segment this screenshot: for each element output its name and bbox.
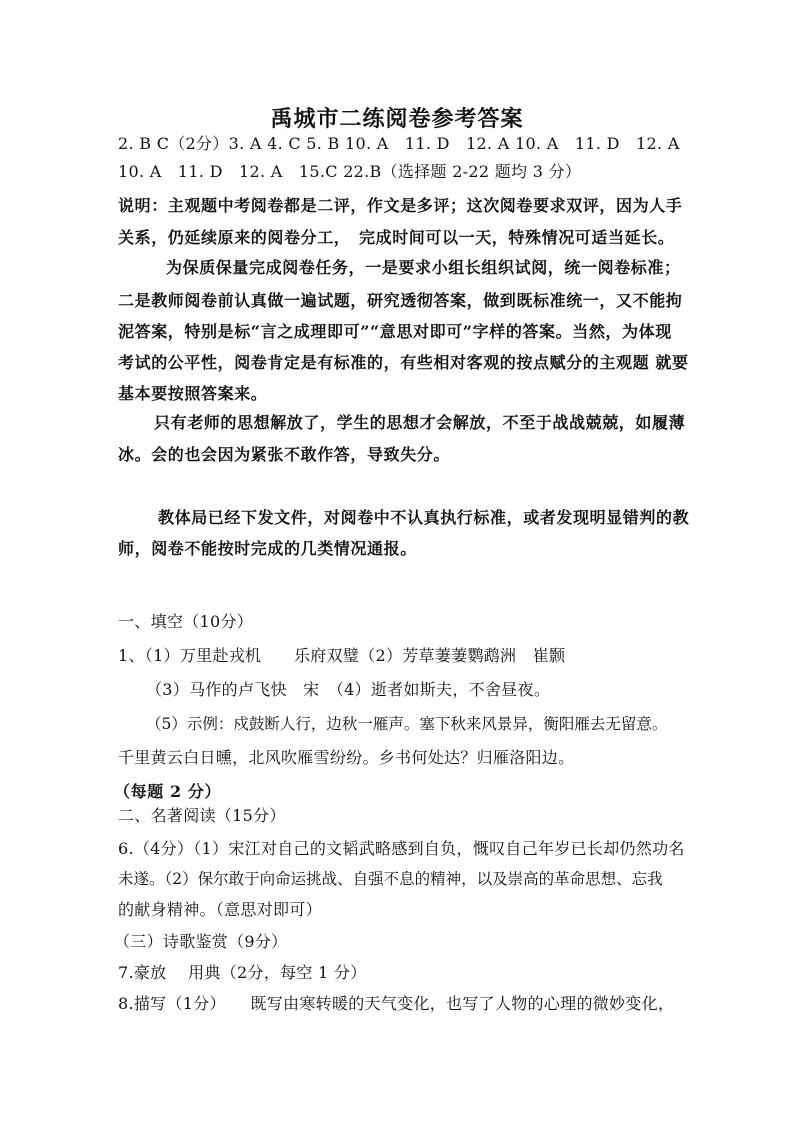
answer-line-6-3: 的献身精神。（意思对即可） [118, 900, 322, 919]
note-line-3: 为保质保量完成阅卷任务，一是要求小组长组织试阅，统一阅卷标准； [166, 258, 681, 277]
answer-line-choice-1: 2. B C（2分）3. A 4. C 5. B 10. A 11. D 12. A 10. A 11. D 12. A [118, 134, 680, 153]
note-line-6: 考试的公平性，阅卷肯定是有标准的，有些相对客观的按点赋分的主观题 就要 [118, 353, 689, 372]
answer-line-choice-2: 10. A 11. D 12. A 15.C 22.B（选择题 2-22 题均 3 分） [118, 162, 582, 181]
section-heading-poetry: （三）诗歌鉴赏（9分） [114, 932, 288, 951]
note-line-2: 关系，仍延续原来的阅卷分工， 完成时间可以一天，特殊情况可适当延长。 [118, 228, 675, 247]
note-line-1: 说明：主观题中考阅卷都是二评，作文是多评；这次阅卷要求双评，因为人手 [118, 196, 683, 215]
answer-line-6-2: 未遂。（2）保尔敢于向命运挑战、自强不息的精神，以及崇高的革命思想、忘我 [118, 870, 663, 888]
note-line-11: 师，阅卷不能按时完成的几类情况通报。 [118, 539, 417, 558]
score-note: （每题 2 分） [114, 782, 222, 801]
answer-line-7: 7.豪放 用典（2分，每空 1 分） [118, 963, 367, 982]
note-line-7: 基本要按照答案来。 [118, 384, 268, 403]
note-line-5: 泥答案，特别是标“言之成理即可”“意思对即可”字样的答案。当然，为体现 [118, 322, 672, 341]
note-line-8: 只有老师的思想解放了，学生的思想才会解放，不至于战战兢兢，如履薄 [154, 413, 686, 432]
note-line-9: 冰。会的也会因为紧张不敢作答，导致失分。 [118, 445, 451, 464]
answer-line-1-1: 1、（1）万里赴戎机 乐府双璧（2）芳草萋萋鹦鹉洲 崔颢 [118, 646, 566, 665]
note-line-10: 教体局已经下发文件，对阅卷中不认真执行标准，或者发现明显错判的教 [158, 508, 690, 527]
answer-line-1-5-cont: 千里黄云白日曛，北风吹雁雪纷纷。乡书何处达？归雁洛阳边。 [118, 748, 575, 767]
section-heading-classics: 二、名著阅读（15分） [118, 806, 286, 825]
answer-line-6-1: 6.（4分）（1）宋江对自己的文韬武略感到自负，慨叹自己年岁已长却仍然功名 [118, 839, 685, 858]
answer-line-1-3: （3）马作的卢飞快 宋 （4）逝者如斯夫，不舍昼夜。 [146, 680, 551, 699]
answer-line-8: 8.描写（1分） 既写由寒转暖的天气变化，也写了人物的心理的微妙变化， [118, 994, 675, 1013]
document-title: 禹城市二练阅卷参考答案 [270, 106, 524, 132]
answer-line-1-5: （5）示例：戍鼓断人行，边秋一雁声。塞下秋来风景异，衡阳雁去无留意。 [146, 715, 668, 733]
note-line-4: 二是教师阅卷前认真做一遍试题，研究透彻答案，做到既标准统一，又不能拘 [118, 291, 683, 310]
section-heading-fill-blank: 一、填空（10分） [118, 612, 254, 631]
